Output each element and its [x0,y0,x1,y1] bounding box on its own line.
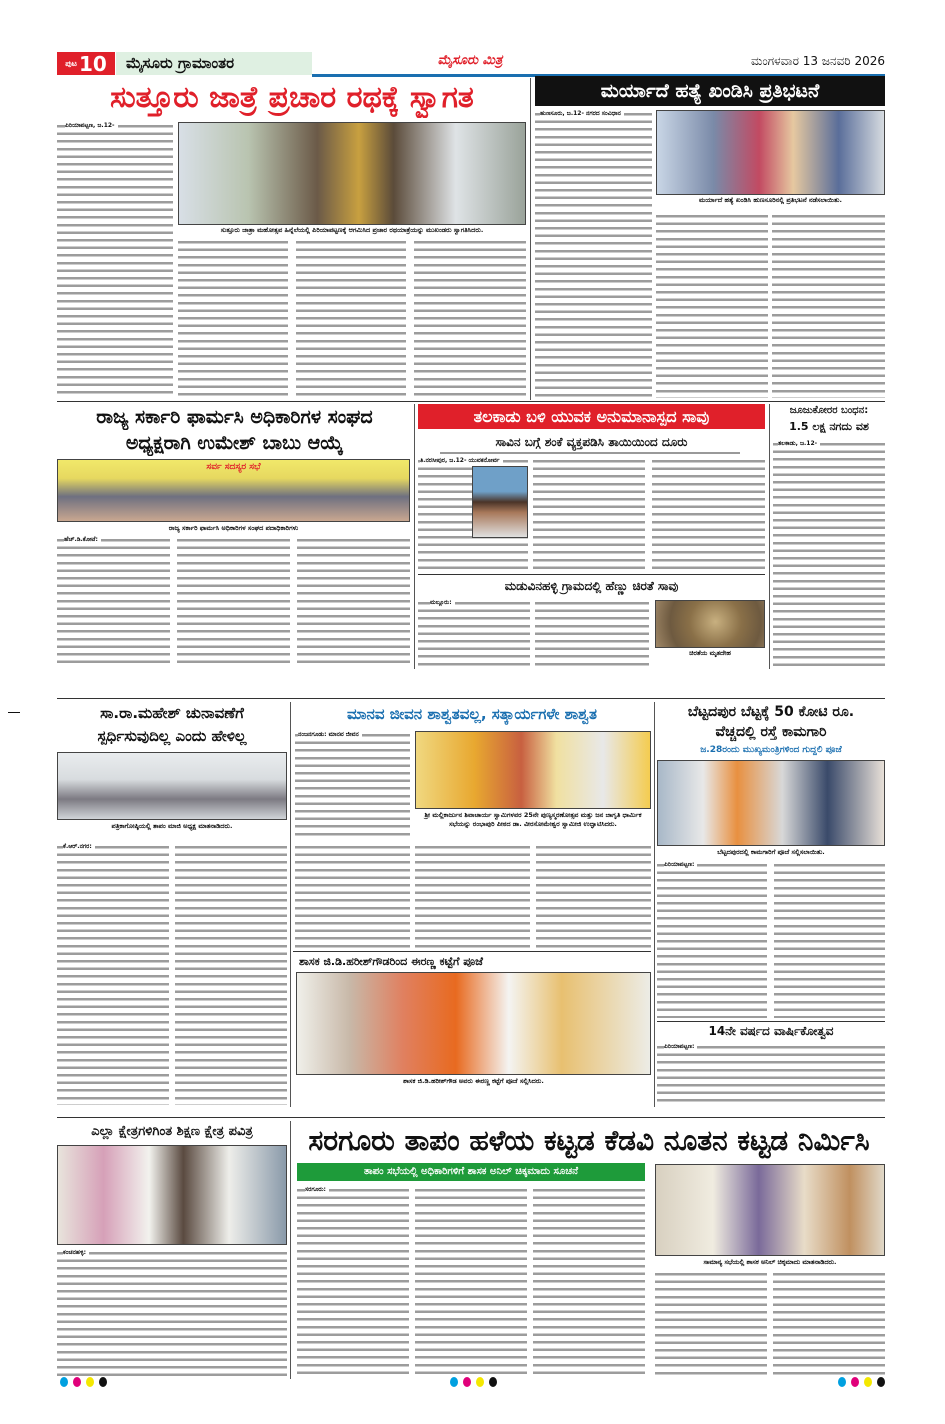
article-body [177,536,290,668]
divider [293,951,651,952]
article-body [295,731,410,839]
dateline: ಕಂಚನಹಳ್ಳಿ: [63,1249,89,1257]
divider [418,574,765,575]
photo-caption: ಪತ್ರಿಕಾಗೋಷ್ಠಿಯಲ್ಲಿ ತಾಪಂ ಮಾಜಿ ಅಧ್ಯಕ್ಷ ಮಾತನಾಡಿದರು. [111,822,233,830]
article-body [175,843,287,1105]
subheadline-talakadu: ಸಾವಿನ ಬಗ್ಗೆ ಶಂಕೆ ವ್ಯಕ್ತಪಡಿಸಿ ತಾಯಿಯಿಂದ ದೂರು [495,435,688,449]
headline-gamblers-line1: ಜೂಜುಕೋರರ ಬಂಧನ: [789,405,869,416]
article-body [652,457,765,569]
article-body [536,843,651,948]
registration-dot-magenta [463,1377,471,1387]
page-number-badge [57,52,115,75]
subheadline-saragur: ತಾಪಂ ಸಭೆಯಲ್ಲಿ ಅಧಿಕಾರಿಗಳಿಗೆ ಶಾಸಕ ಅನಿಲ್ ಚಿಕ್ಕಮಾದು ಸೂಚನೆ [297,1163,645,1181]
photo-caption: ಮರ್ಯಾದೆ ಹತ್ಯೆ ಖಂಡಿಸಿ ಹುಣಸೂರಿನಲ್ಲಿ ಪ್ರತಿಭಟನೆ ನಡೆಸಲಾಯಿತು. [699,196,842,204]
article-body [57,1249,287,1377]
registration-dot-yellow [864,1377,872,1387]
photo-religious-event [415,731,651,809]
column-divider [290,1121,291,1379]
dateline: ಹೆಚ್.ಡಿ.ಕೋಟೆ: [64,536,101,544]
section-divider [57,401,885,402]
registration-dot-cyan [838,1377,846,1387]
dateline: ನಂಜನಗೂಡು: ಮಾನವ ಜೀವನ [298,731,362,739]
banner-text: ಸರ್ವ ಸದಸ್ಯರ ಸಭೆ [206,462,261,472]
headline-anniversary: 14ನೇ ವರ್ಷದ ವಾರ್ಷಿಕೋತ್ವವ [708,1024,834,1038]
page-number: 10 [78,51,107,76]
registration-dot-cyan [450,1377,458,1387]
dateline: ಪಿರಿಯಾಪಟ್ಟಣ: [664,1043,697,1051]
subheadline-rule [440,452,740,454]
photo-road-work-puja [657,760,885,846]
headline-sutturu: ಸುತ್ತೂರು ಜಾತ್ರೆ ಪ್ರಚಾರ ರಥಕ್ಕೆ ಸ್ವಾಗತ [110,80,474,115]
photo-victim-portrait [472,466,528,538]
subheadline-bettadapura: ಜ.28ರಂದು ಮುಖ್ಯಮಂತ್ರಿಗಳಿಂದ ಗುದ್ದಲಿ ಪೂಜೆ [700,745,842,755]
article-body [533,457,645,569]
headline-bettadapura-line2: ವೆಚ್ಚದಲ್ಲಿ ರಸ್ತೆ ಕಾಮಗಾರಿ [715,724,827,740]
page-label: ಪುಟ [65,58,77,68]
article-body [415,843,530,948]
margin-mark [8,712,20,713]
photo-sutturu-chariot [178,122,526,225]
article-body [774,861,885,1018]
article-body [656,212,768,398]
article-body [296,238,406,398]
photo-protest [656,110,885,195]
column-divider [414,404,415,669]
dateline: ಪಿರಿಯಾಪಟ್ಟಣ: [664,861,697,869]
headline-leopard: ಮಡುವಿನಹಳ್ಳಿ ಗ್ರಾಮದಲ್ಲಿ ಹೆಣ್ಣು ಚಿರತೆ ಸಾವು [504,579,679,593]
article-body [535,110,652,398]
article-body [772,212,885,398]
photo-caption: ರಾಜ್ಯ ಸರ್ಕಾರಿ ಫಾರ್ಮಸಿ ಅಧಿಕಾರಿಗಳ ಸಂಘದ ಪದಾಧಿಕಾರಿಗಳು [168,524,299,532]
article-body [773,440,885,668]
registration-dot-black [877,1377,885,1387]
article-body [297,536,410,668]
headline-talakadu: ತಲಕಾಡು ಬಳಿ ಯುವಕ ಅನುಮಾನಾಸ್ಪದ ಸಾವು [418,404,765,429]
headline-mahesh-line2: ಸ್ಪರ್ಧಿಸುವುದಿಲ್ಲ ಎಂದು ಹೇಳಿಲ್ಲ [97,727,247,745]
photo-caption: ಶ್ರೀ ಮಲ್ಲಿಕಾರ್ಜುನ ಶಿವಾಚಾರ್ಯ ಸ್ವಾಮಿಗಳವರ 25ನೇ ಪುಣ್ಯಸ್ಮರಣೋತ್ಸವ ಮತ್ತು ಜನ ಜಾಗೃತಿ ಧಾರ್ಮಿಕ ಸಭೆಯನ್ನು ರಂಭಾಪುರಿ ಪೀಠದ ಡಾ. ವೀರಸೋಮೇಶ್ವರ ಸ್ವಾಮೀಜಿ ಉದ್ಘಾಟಿಸಿದರು. [424,811,642,828]
divider [657,1021,885,1022]
article-body [178,238,288,398]
registration-dot-black [99,1377,107,1387]
photo-pharmacy-meeting [57,459,410,522]
article-body [295,843,410,948]
headline-gamblers-line2: 1.5 ಲಕ್ಷ ನಗದು ವಶ [789,420,869,433]
column-divider [654,702,655,1107]
photo-eeranna-puja [296,972,651,1075]
dateline: ತಲಕಾಡು, ಜ.12- [778,440,820,448]
headline-education: ಎಲ್ಲಾ ಕ್ಷೇತ್ರಗಳಿಗಿಂತ ಶಿಕ್ಷಣ ಕ್ಷೇತ್ರ ಪವಿತ್ರ [91,1124,253,1139]
article-body [418,599,530,669]
registration-dot-yellow [86,1377,94,1387]
dateline: ತಿ.ನರಸೀಪುರ, ಜ.12- ಯುವಕನೋರ್ವ [420,457,503,465]
dateline: ಸರಗೂರು: [305,1186,329,1194]
column-divider [769,404,770,669]
registration-dot-cyan [60,1377,68,1387]
paper-logo: ಮೈಸೂರು ಮಿತ್ರ [437,53,503,68]
photo-caption: ಬೆಟ್ಟದಪುರದಲ್ಲಿ ಕಾಮಗಾರಿಗೆ ಪೂಜೆ ಸಲ್ಲಿಸಲಾಯಿತು. [717,848,825,856]
photo-press-meet [57,752,287,820]
column-divider [530,78,531,400]
headline-pharmacy-line1: ರಾಜ್ಯ ಸರ್ಕಾರಿ ಫಾರ್ಮಸಿ ಅಧಿಕಾರಿಗಳ ಸಂಘದ [96,406,373,428]
issue-date: ಮಂಗಳವಾರ 13 ಜನವರಿ 2026 [750,54,885,68]
article-body [535,599,649,669]
column-divider [290,702,291,1107]
headline-saragur: ಸರಗೂರು ತಾಪಂ ಹಳೆಯ ಕಟ್ಟಡ ಕೆಡವಿ ನೂತನ ಕಟ್ಟಡ ನಿರ್ಮಿಸಿ [308,1124,870,1157]
headline-manava: ಮಾನವ ಜೀವನ ಶಾಶ್ವತವಲ್ಲ, ಸತ್ಕಾರ್ಯಗಳೇ ಶಾಶ್ವತ [346,705,597,723]
article-body [533,1186,645,1378]
photo-education-event [57,1145,287,1245]
article-body [773,1270,885,1378]
headline-pharmacy-line2: ಅಧ್ಯಕ್ಷರಾಗಿ ಉಮೇಶ್ ಬಾಬು ಆಯ್ಕೆ [125,432,344,454]
photo-caption: ಸಾಮಾನ್ಯ ಸಭೆಯಲ್ಲಿ ಶಾಸಕ ಅನಿಲ್ ಚಿಕ್ಕಮಾದು ಮಾತನಾಡಿದರು. [703,1258,837,1266]
headline-bettadapura-line1: ಬೆಟ್ಟದಪುರ ಬೆಟ್ಟಕ್ಕೆ 50 ಕೋಟಿ ರೂ. [687,704,855,720]
registration-dot-yellow [476,1377,484,1387]
section-divider [57,698,885,699]
article-body [57,122,173,398]
photo-leopard [655,600,765,648]
photo-caption: ಚಿರತೆಯ ಮೃತದೇಹ [689,649,731,657]
article-body [57,843,169,1105]
dateline: ಹುಣಸೂರು, ಜ.12- ನಗರದ ಸಂವಿಧಾನ [540,110,624,118]
article-body [657,1043,885,1105]
article-body [415,1186,527,1378]
photo-caption: ಶಾಸಕ ಜಿ.ಡಿ.ಹರೀಶ್‌ಗೌಡ ಅವರು ಈರಣ್ಣ ಕಟ್ಟೆಗೆ ಪೂಜೆ ಸಲ್ಲಿಸಿದರು. [403,1077,544,1085]
dateline: ಪಿರಿಯಾಪಟ್ಟಣ, ಜ.12- [65,122,118,130]
registration-dot-magenta [851,1377,859,1387]
headline-eeranna: ಶಾಸಕ ಜಿ.ಡಿ.ಹರೀಶ್‌ಗೌಡರಿಂದ ಈರಣ್ಣ ಕಟ್ಟೆಗೆ ಪೂಜೆ [299,955,483,968]
section-divider [57,1117,885,1118]
article-body [655,1270,767,1378]
dateline: ಕೆ.ಆರ್.ನಗರ: [63,843,95,851]
headline-maryade: ಮರ್ಯಾದೆ ಹತ್ಯೆ ಖಂಡಿಸಿ ಪ್ರತಿಭಟನೆ [535,76,885,106]
photo-taluk-meeting [655,1164,885,1256]
article-body [57,536,170,668]
section-label: ಮೈಸೂರು ಗ್ರಾಮಾಂತರ [116,52,312,75]
article-body [657,861,767,1018]
photo-caption: ಸುತ್ತೂರು ಜಾತ್ರಾ ಮಹೋತ್ಸವ ಹಿನ್ನೆಲೆಯಲ್ಲಿ ಪಿರಿಯಾಪಟ್ಟಣಕ್ಕೆ ಆಗಮಿಸಿದ ಪ್ರಚಾರ ರಥಯಾತ್ರೆಯನ್ನು ಮುಖಂಡರು ಸ್ವಾಗತಿಸಿದರು. [220,226,484,234]
dateline: ಮಲ್ಲೂರು: [430,599,455,607]
article-body [297,1186,409,1378]
article-body [414,238,526,398]
registration-dot-magenta [73,1377,81,1387]
registration-dot-black [489,1377,497,1387]
headline-mahesh-line1: ಸಾ.ರಾ.ಮಹೇಶ್ ಚುನಾವಣೆಗೆ [100,704,244,722]
